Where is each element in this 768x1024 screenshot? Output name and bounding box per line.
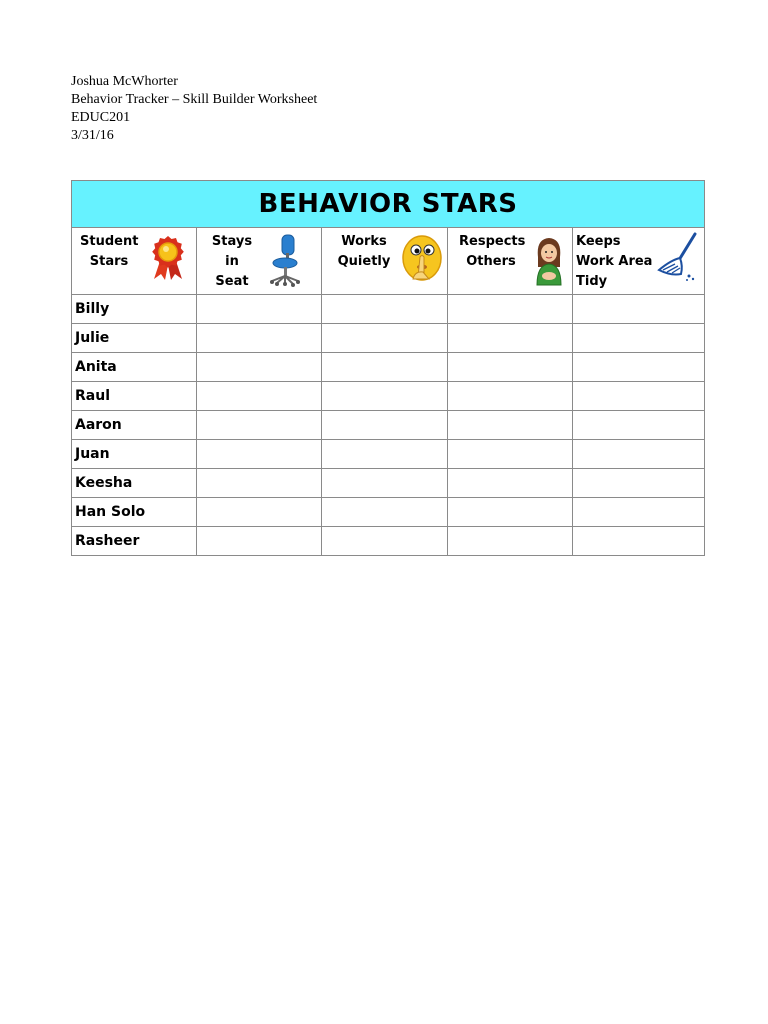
behavior-star-cell[interactable] bbox=[573, 295, 705, 324]
student-name-cell: Keesha bbox=[72, 469, 197, 498]
column-header-row bbox=[72, 228, 705, 295]
behavior-star-cell[interactable] bbox=[448, 353, 573, 382]
table-row bbox=[72, 469, 705, 498]
column-label: Keeps Work Area Tidy bbox=[576, 234, 653, 289]
author-name: Joshua McWhorter bbox=[71, 74, 178, 89]
column-header-stays-in-seat bbox=[197, 228, 322, 295]
student-name-cell: Raul bbox=[72, 382, 197, 411]
column-label: Respects Others bbox=[459, 234, 526, 269]
student-name-cell: Anita bbox=[72, 353, 197, 382]
award-ribbon-icon bbox=[150, 235, 186, 286]
column-label: Stays in Seat bbox=[211, 234, 253, 289]
column-header-keeps-work-area-tidy bbox=[573, 228, 705, 295]
behavior-star-cell[interactable] bbox=[573, 382, 705, 411]
course-code: EDUC201 bbox=[71, 110, 131, 125]
behavior-star-cell[interactable] bbox=[197, 382, 322, 411]
behavior-star-cell[interactable] bbox=[197, 411, 322, 440]
behavior-star-cell[interactable] bbox=[197, 295, 322, 324]
behavior-star-cell[interactable] bbox=[573, 324, 705, 353]
behavior-star-cell[interactable] bbox=[448, 498, 573, 527]
student-name-cell: Aaron bbox=[72, 411, 197, 440]
behavior-star-cell[interactable] bbox=[448, 469, 573, 498]
table-row bbox=[72, 498, 705, 527]
behavior-star-cell[interactable] bbox=[197, 527, 322, 556]
behavior-star-cell[interactable] bbox=[573, 411, 705, 440]
table-banner: BEHAVIOR STARS bbox=[72, 181, 705, 228]
column-header-student-stars bbox=[72, 228, 197, 295]
table-row bbox=[72, 527, 705, 556]
table-row bbox=[72, 324, 705, 353]
shushing-face-icon bbox=[401, 233, 443, 288]
behavior-star-cell[interactable] bbox=[448, 411, 573, 440]
behavior-star-cell[interactable] bbox=[573, 353, 705, 382]
column-header-works-quietly bbox=[322, 228, 448, 295]
behavior-star-cell[interactable] bbox=[322, 382, 448, 411]
behavior-star-cell[interactable] bbox=[322, 498, 448, 527]
behavior-star-cell[interactable] bbox=[197, 440, 322, 469]
behavior-star-cell[interactable] bbox=[197, 353, 322, 382]
column-header-respects-others bbox=[448, 228, 573, 295]
behavior-star-cell[interactable] bbox=[448, 527, 573, 556]
worksheet-date: 3/31/16 bbox=[71, 128, 114, 143]
behavior-star-cell[interactable] bbox=[448, 324, 573, 353]
column-label: Student Stars bbox=[80, 234, 139, 269]
behavior-star-cell[interactable] bbox=[322, 469, 448, 498]
worksheet-title: Behavior Tracker – Skill Builder Worksheet bbox=[71, 92, 318, 107]
girl-icon bbox=[532, 235, 566, 292]
behavior-star-cell[interactable] bbox=[448, 295, 573, 324]
behavior-star-cell[interactable] bbox=[322, 527, 448, 556]
behavior-star-cell[interactable] bbox=[573, 498, 705, 527]
table-row bbox=[72, 353, 705, 382]
student-name-cell: Billy bbox=[72, 295, 197, 324]
behavior-tracker-table bbox=[71, 180, 705, 556]
behavior-star-cell[interactable] bbox=[448, 440, 573, 469]
behavior-star-cell[interactable] bbox=[448, 382, 573, 411]
behavior-star-cell[interactable] bbox=[573, 469, 705, 498]
student-name-cell: Rasheer bbox=[72, 527, 197, 556]
document-header bbox=[71, 73, 317, 145]
behavior-star-cell[interactable] bbox=[322, 411, 448, 440]
table-row bbox=[72, 295, 705, 324]
column-label: Works Quietly bbox=[337, 234, 391, 269]
behavior-star-cell[interactable] bbox=[322, 440, 448, 469]
behavior-star-cell[interactable] bbox=[322, 295, 448, 324]
student-name-cell: Han Solo bbox=[72, 498, 197, 527]
behavior-star-cell[interactable] bbox=[322, 324, 448, 353]
office-chair-icon bbox=[267, 233, 303, 292]
behavior-star-cell[interactable] bbox=[573, 527, 705, 556]
behavior-star-cell[interactable] bbox=[197, 324, 322, 353]
table-row bbox=[72, 411, 705, 440]
behavior-star-cell[interactable] bbox=[322, 353, 448, 382]
student-name-cell: Julie bbox=[72, 324, 197, 353]
behavior-star-cell[interactable] bbox=[573, 440, 705, 469]
table-row bbox=[72, 382, 705, 411]
student-name-cell: Juan bbox=[72, 440, 197, 469]
behavior-star-cell[interactable] bbox=[197, 498, 322, 527]
table-row bbox=[72, 440, 705, 469]
behavior-star-cell[interactable] bbox=[197, 469, 322, 498]
broom-icon bbox=[653, 232, 699, 287]
